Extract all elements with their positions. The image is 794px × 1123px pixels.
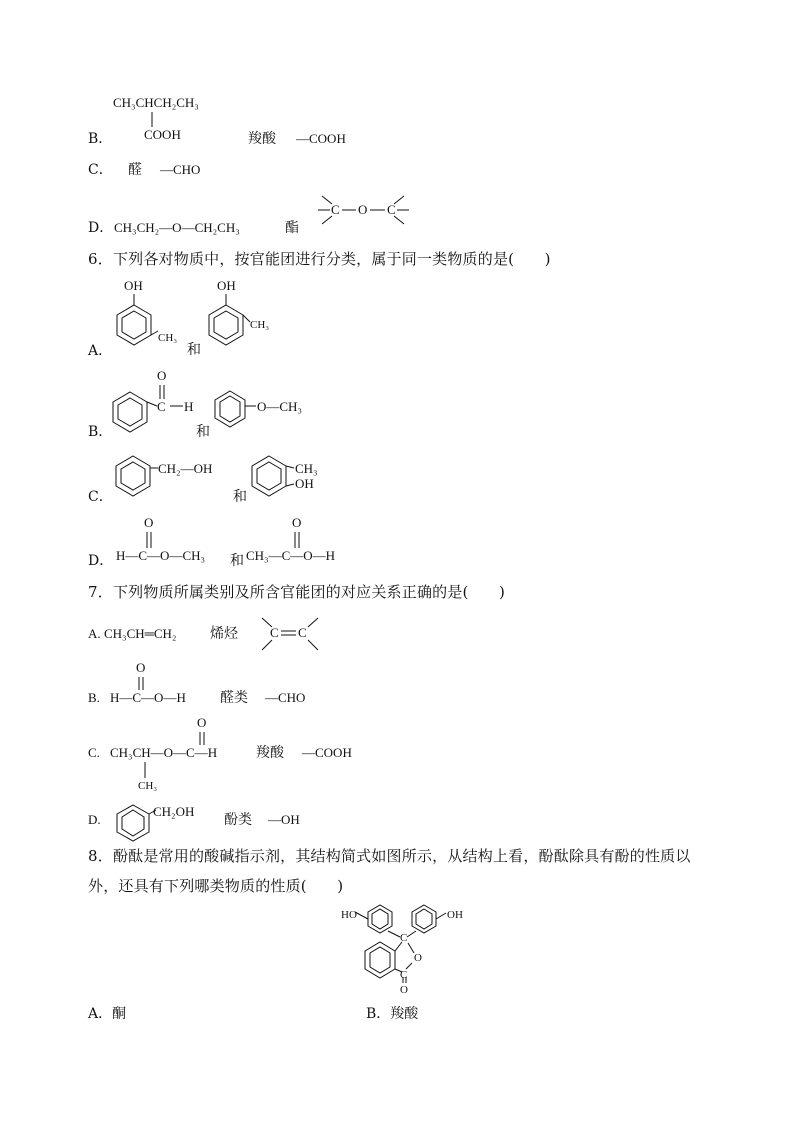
formula-main-chain: CH₃CHCH₂CH₃ xyxy=(113,95,199,110)
alkene-c-left: C xyxy=(270,625,279,640)
question-7-stem: 7．下列物质所属类别及所含官能团的对应关系正确的是( ) xyxy=(88,583,506,601)
central-carbon: C xyxy=(400,932,408,944)
class-name: 羧酸 xyxy=(248,131,276,147)
carbonyl-oxygen: O xyxy=(400,984,408,996)
class-name: 酚类 xyxy=(224,812,252,828)
and-label: 和 xyxy=(187,342,201,358)
class-name: 醛类 xyxy=(220,690,248,706)
option-letter: D． xyxy=(88,553,114,569)
hydroxymethyl-label: CH₂OH xyxy=(153,804,195,819)
acid-chain: CH₃—C—O—H xyxy=(246,548,336,563)
ether-o: O xyxy=(358,202,368,217)
ester-chain: CH₃CH—O—C—H xyxy=(110,745,218,760)
functional-group: —OH xyxy=(268,812,300,827)
carbonyl-o: O xyxy=(197,715,207,730)
class-name: 烯烃 xyxy=(210,626,238,642)
formula: CH₃CH₂—O—CH₂CH₃ xyxy=(114,220,240,235)
option-letter: D. xyxy=(88,812,101,827)
hydroxyl-right-label: OH xyxy=(447,909,463,921)
class-name: 羧酸 xyxy=(256,745,284,761)
functional-group: —CHO xyxy=(160,162,201,177)
carbonyl-carbon: C xyxy=(400,969,408,981)
class-name: 酯 xyxy=(285,220,299,236)
methyl-label: CH₃ xyxy=(250,319,270,331)
class-name: 醛 xyxy=(128,162,142,178)
ester-chain: H—C—O—CH₃ xyxy=(116,548,206,563)
methylene-label: CH₃ xyxy=(158,332,178,344)
carbonyl-o: O xyxy=(292,515,302,530)
methoxy-label: O—CH₃ xyxy=(257,399,302,414)
functional-group: —COOH xyxy=(302,745,352,760)
ring-oxygen: O xyxy=(414,952,422,964)
branch-methyl: CH₃ xyxy=(138,780,158,792)
functional-group: —CHO xyxy=(265,690,306,705)
option-letter: C． xyxy=(88,489,113,505)
benzyl-alcohol-label: CH₂—OH xyxy=(158,461,213,476)
q8-option-b[interactable]: B．羧酸 xyxy=(366,1006,419,1022)
alkene-c-right: C xyxy=(298,625,307,640)
option-letter: C. xyxy=(88,745,100,760)
hydroxyl-label: OH xyxy=(217,278,236,293)
option-letter: A. xyxy=(88,626,101,641)
and-label: 和 xyxy=(233,489,247,505)
hydroxyl-left-label: HO xyxy=(341,909,357,921)
and-label: 和 xyxy=(196,424,210,440)
carbonyl-o: O xyxy=(157,368,167,383)
carbonyl-o: O xyxy=(144,515,154,530)
question-8-stem-line2: 外，还具有下列哪类物质的性质( ) xyxy=(88,877,344,895)
functional-group: —COOH xyxy=(296,131,346,146)
option-letter: C． xyxy=(88,162,113,178)
ether-c-left: C xyxy=(331,202,340,217)
aldehyde-c: C xyxy=(157,399,166,414)
carbonyl-o: O xyxy=(136,660,146,675)
option-letter: A． xyxy=(88,343,113,359)
option-letter: D． xyxy=(88,220,114,236)
option-letter: B. xyxy=(88,690,100,705)
aldehyde-h: H xyxy=(184,399,194,414)
hydroxyl-label: OH xyxy=(124,278,143,293)
q8-option-a[interactable]: A．酮 xyxy=(88,1006,127,1022)
hydroxyl-label: OH xyxy=(295,476,314,491)
question-8-stem-line1: 8．酚酞是常用的酸碱指示剂，其结构简式如图所示，从结构上看，酚酞除具有酚的性质以 xyxy=(88,847,691,865)
question-6-stem: 6．下列各对物质中，按官能团进行分类，属于同一类物质的是( ) xyxy=(88,250,551,268)
formula-branch: COOH xyxy=(144,127,181,142)
ether-c-right: C xyxy=(387,202,396,217)
option-letter: B． xyxy=(88,424,113,440)
methyl-label: CH₃ xyxy=(295,461,318,476)
formula: CH₃CH═CH₂ xyxy=(104,626,177,641)
option-letter: B． xyxy=(88,131,113,147)
and-label: 和 xyxy=(230,553,244,569)
acid-chain: H—C—O—H xyxy=(110,690,186,705)
